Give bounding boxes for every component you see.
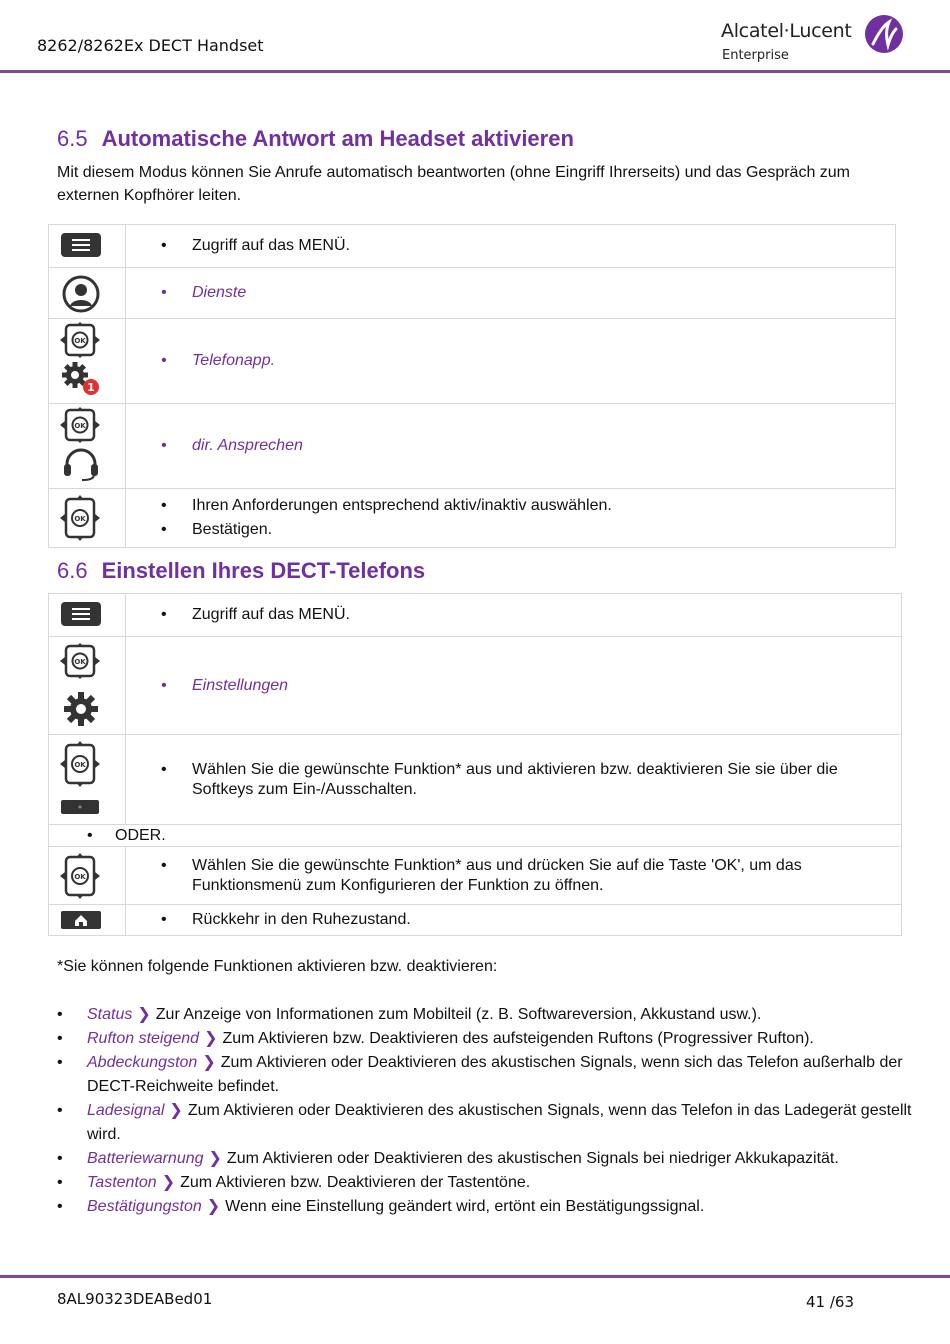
step-text: • Wählen Sie die gewünschte Funktion* aus und aktivieren bzw. deaktivieren Sie sie über die Softkeys zum Ein-/Ausschalten.: [161, 760, 901, 800]
function-name: Rufton steigend: [87, 1030, 200, 1047]
step-text-cell: [126, 905, 902, 936]
list-item: [57, 1027, 917, 1051]
table-row: [49, 225, 896, 268]
ok-nav-icon: [60, 407, 100, 443]
menu-key-icon: [60, 601, 102, 627]
table-row: [49, 825, 902, 847]
table-row: [49, 489, 896, 548]
step-text-cell: [126, 637, 902, 735]
step-icon-cell: [49, 735, 126, 825]
step-text: • Einstellungen: [161, 676, 901, 696]
list-item: [57, 1171, 917, 1195]
function-desc: Zum Aktivieren oder Deaktivieren des akustischen Signals, wenn das Telefon in das Ladegerät gestellt wird.: [87, 1102, 912, 1143]
chevron-right-icon: ❯: [161, 1174, 176, 1191]
step-icon-cell: [49, 319, 126, 404]
table-row: [49, 905, 902, 936]
logo-subtitle: Enterprise: [722, 48, 789, 63]
section-heading-6-6: [57, 558, 425, 584]
table-row: [49, 404, 896, 489]
svg-text:OK: OK: [74, 761, 86, 769]
list-item: [57, 1003, 917, 1027]
header-rule: [0, 70, 950, 73]
step-icon-cell: [49, 847, 126, 905]
step-text: ODER.: [115, 826, 166, 844]
function-desc: Wenn eine Einstellung geändert wird, ertönt ein Bestätigungssignal.: [225, 1198, 705, 1215]
step-text-cell: [126, 319, 896, 404]
step-text: • Rückkehr in den Ruhezustand.: [161, 910, 901, 930]
softkey-icon: [60, 799, 100, 815]
svg-text:OK: OK: [74, 658, 86, 666]
step-text: • Bestätigen.: [161, 520, 895, 540]
document-code: 8AL90323DEABed01: [57, 1290, 213, 1308]
list-item: [57, 1195, 917, 1219]
function-name: Bestätigungston: [87, 1198, 202, 1215]
ok-nav-key-icon: [60, 853, 100, 899]
table-row: [49, 637, 902, 735]
chevron-right-icon: ❯: [137, 1006, 151, 1023]
section-intro: Mit diesem Modus können Sie Anrufe automatisch beantworten (ohne Eingriff Ihrerseits) und das Gespräch zum externen Kopfhörer leiten.: [57, 164, 851, 204]
function-name: Ladesignal: [87, 1102, 165, 1119]
gear-alert-icon: [61, 361, 101, 397]
svg-text:OK: OK: [74, 515, 86, 523]
ok-nav-key-icon: [60, 741, 100, 787]
step-icon-cell: [49, 637, 126, 735]
step-text-cell: [49, 825, 902, 847]
list-item: [57, 1147, 917, 1171]
chevron-right-icon: ❯: [169, 1102, 183, 1119]
table-row: [49, 735, 902, 825]
table-row: [49, 268, 896, 319]
step-icon-cell: [49, 404, 126, 489]
section-title: Einstellen Ihres DECT-Telefons: [101, 558, 426, 583]
step-text: • Zugriff auf das MENÜ.: [161, 236, 895, 256]
alcatel-lucent-logo-icon: [864, 14, 904, 54]
function-name: Abdeckungston: [87, 1054, 198, 1071]
steps-table-6-5: [48, 224, 896, 548]
step-icon-cell: [49, 594, 126, 637]
table-row: [49, 594, 902, 637]
step-text-cell: [126, 268, 896, 319]
step-text-cell: [126, 735, 902, 825]
document-title: 8262/8262Ex DECT Handset: [37, 36, 264, 55]
brand-logo: [721, 14, 906, 66]
list-item: [57, 1051, 917, 1099]
step-icon-cell: [49, 225, 126, 268]
function-name: Status: [87, 1006, 133, 1023]
function-desc: Zur Anzeige von Informationen zum Mobilteil (z. B. Softwareversion, Akkustand usw.).: [155, 1006, 762, 1023]
svg-text:1: 1: [87, 381, 95, 394]
functions-intro: *Sie können folgende Funktionen aktivieren bzw. deaktivieren:: [57, 958, 498, 975]
step-text: • dir. Ansprechen: [161, 436, 895, 456]
section-heading-6-5: [57, 126, 574, 152]
section-number: 6.6: [57, 558, 88, 583]
chevron-right-icon: ❯: [206, 1198, 221, 1215]
step-text: • Ihren Anforderungen entsprechend aktiv/inaktiv auswählen.: [161, 496, 895, 516]
ok-nav-key-icon: [60, 495, 100, 541]
function-desc: Zum Aktivieren bzw. Deaktivieren der Tastentöne.: [180, 1174, 531, 1191]
step-text: • Telefonapp.: [161, 351, 895, 371]
list-item: [57, 1099, 917, 1147]
step-text-cell: [126, 594, 902, 637]
step-icon-cell: [49, 268, 126, 319]
steps-table-6-6: [48, 593, 902, 936]
step-text-cell: [126, 489, 896, 548]
contact-icon: [62, 275, 100, 313]
home-key-icon: [60, 910, 102, 930]
function-desc: Zum Aktivieren oder Deaktivieren des akustischen Signals bei niedriger Akkukapazität.: [226, 1150, 839, 1167]
svg-text:OK: OK: [74, 873, 86, 881]
headset-icon: [62, 446, 100, 482]
gear-icon: [63, 691, 99, 727]
ok-nav-icon: [60, 322, 100, 358]
step-icon-cell: [49, 489, 126, 548]
chevron-right-icon: ❯: [208, 1150, 222, 1167]
step-text-cell: [126, 404, 896, 489]
function-name: Tastenton: [87, 1174, 157, 1191]
functions-list: [57, 1003, 917, 1219]
step-text: • Zugriff auf das MENÜ.: [161, 605, 901, 625]
table-row: [49, 847, 902, 905]
page-number: 41 /63: [806, 1293, 854, 1311]
function-name: Batteriewarnung: [87, 1150, 204, 1167]
logo-name: Alcatel·Lucent: [721, 20, 852, 42]
footer-rule: [0, 1275, 950, 1278]
svg-text:OK: OK: [74, 422, 86, 430]
section-title: Automatische Antwort am Headset aktivieren: [101, 126, 574, 151]
section-number: 6.5: [57, 126, 88, 151]
svg-text:OK: OK: [74, 337, 86, 345]
function-desc: Zum Aktivieren bzw. Deaktivieren des aufsteigenden Ruftons (Progressiver Rufton).: [222, 1030, 814, 1047]
step-text: • Dienste: [161, 283, 895, 303]
table-row: [49, 319, 896, 404]
function-desc: Zum Aktivieren oder Deaktivieren des akustischen Signals, wenn sich das Telefon außerhalb der DECT-Reichweite befindet.: [87, 1054, 903, 1095]
menu-key-icon: [60, 232, 102, 258]
step-text-cell: [126, 225, 896, 268]
chevron-right-icon: ❯: [204, 1030, 218, 1047]
ok-nav-icon: [60, 643, 100, 679]
step-text-cell: [126, 847, 902, 905]
step-text: • Wählen Sie die gewünschte Funktion* aus und drücken Sie auf die Taste 'OK', um das Funktionsmenü zum Konfigurieren der Funktion zu öffnen.: [161, 856, 901, 896]
chevron-right-icon: ❯: [202, 1054, 216, 1071]
step-icon-cell: [49, 905, 126, 936]
